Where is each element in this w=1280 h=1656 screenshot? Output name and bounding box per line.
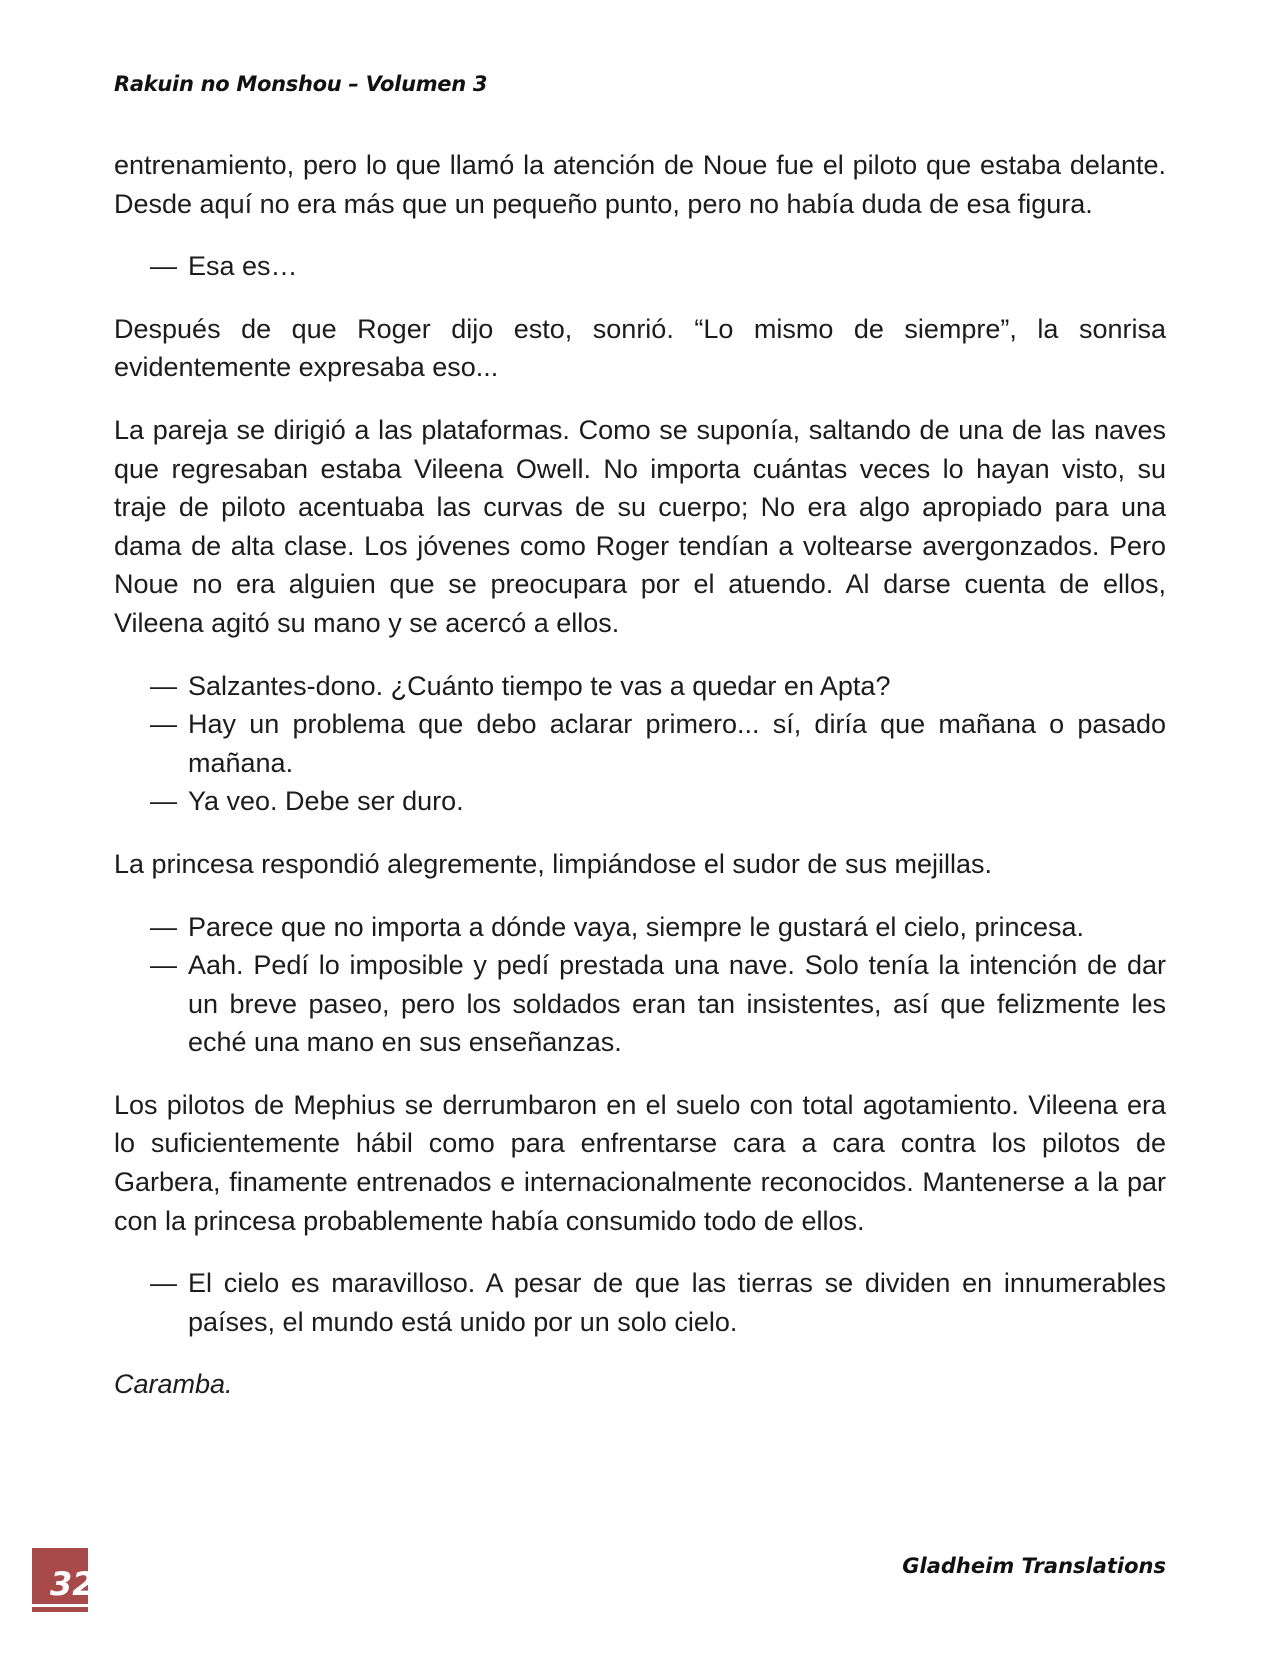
page-body [114,146,1166,1428]
dialogue-dash: — [150,1268,177,1299]
dialogue-block [150,667,1166,821]
page-number: 32 [50,1565,95,1603]
dialogue-line [150,946,1166,1062]
dialogue-line [150,247,1166,286]
dialogue-text: El cielo es maravilloso. A pesar de que las tierras se dividen en innumerables países, el mundo está unido por un solo cielo. [188,1268,1166,1337]
dialogue-block [150,247,1166,286]
dialogue-block [150,908,1166,1062]
paragraph: La princesa respondió alegremente, limpiándose el sudor de sus mejillas. [114,848,992,879]
dialogue-line [150,782,1166,821]
dialogue-dash: — [150,911,177,942]
dialogue-line [150,908,1166,947]
paragraph: La pareja se dirigió a las plataformas. Como se suponía, saltando de una de las naves que regresaban estaba Vileena Owell. No importa cuántas veces lo hayan visto, su traje de piloto acentuaba las curvas de su cuerpo; No era algo apropiado para una dama de alta clase. Los jóvenes como Roger tendían a voltearse avergonzados. Pero Noue no era alguien que se preocupara por el atuendo. Al darse cuenta de ellos, Vileena agitó su mano y se acercó a ellos. [114,414,1166,638]
dialogue-text: Ya veo. Debe ser duro. [188,786,464,817]
paragraph-italic: Caramba. [114,1369,233,1400]
dialogue-text: Salzantes-dono. ¿Cuánto tiempo te vas a quedar en Apta? [188,670,891,701]
dialogue-block [150,1264,1166,1341]
dialogue-dash: — [150,786,177,817]
running-header: Rakuin no Monshou – Volumen 3 [114,72,488,96]
dialogue-dash: — [150,709,177,740]
page-number-badge [32,1548,95,1612]
paragraph: entrenamiento, pero lo que llamó la atención de Noue fue el piloto que estaba delante. Desde aquí no era más que un pequeño punto, pero no había duda de esa figura. [114,150,1166,219]
page-number-underline [32,1604,88,1607]
dialogue-dash: — [150,251,177,282]
dialogue-text: Hay un problema que debo aclarar primero... sí, diría que mañana o pasado mañana. [188,709,1166,778]
paragraph: Los pilotos de Mephius se derrumbaron en el suelo con total agotamiento. Vileena era lo suficientemente hábil como para enfrentarse cara a cara contra los pilotos de Garbera, finamente entrenados e internacionalmente reconocidos. Mantenerse a la par con la princesa probablemente había consumido todo de ellos. [114,1089,1166,1236]
paragraph: Después de que Roger dijo esto, sonrió. “Lo mismo de siempre”, la sonrisa evidentemente expresaba eso... [114,313,1166,383]
dialogue-dash: — [150,670,177,701]
dialogue-text: Parece que no importa a dónde vaya, siempre le gustará el cielo, princesa. [188,911,1085,942]
dialogue-text: Aah. Pedí lo imposible y pedí prestada una nave. Solo tenía la intención de dar un breve paseo, pero los soldados eran tan insistentes, así que felizmente les eché una mano en sus enseñanzas. [188,950,1166,1058]
dialogue-line [150,667,1166,706]
dialogue-line [150,705,1166,782]
dialogue-text: Esa es… [188,251,298,282]
footer-credit: Gladheim Translations [902,1554,1166,1578]
dialogue-dash: — [150,950,177,981]
dialogue-line [150,1264,1166,1341]
